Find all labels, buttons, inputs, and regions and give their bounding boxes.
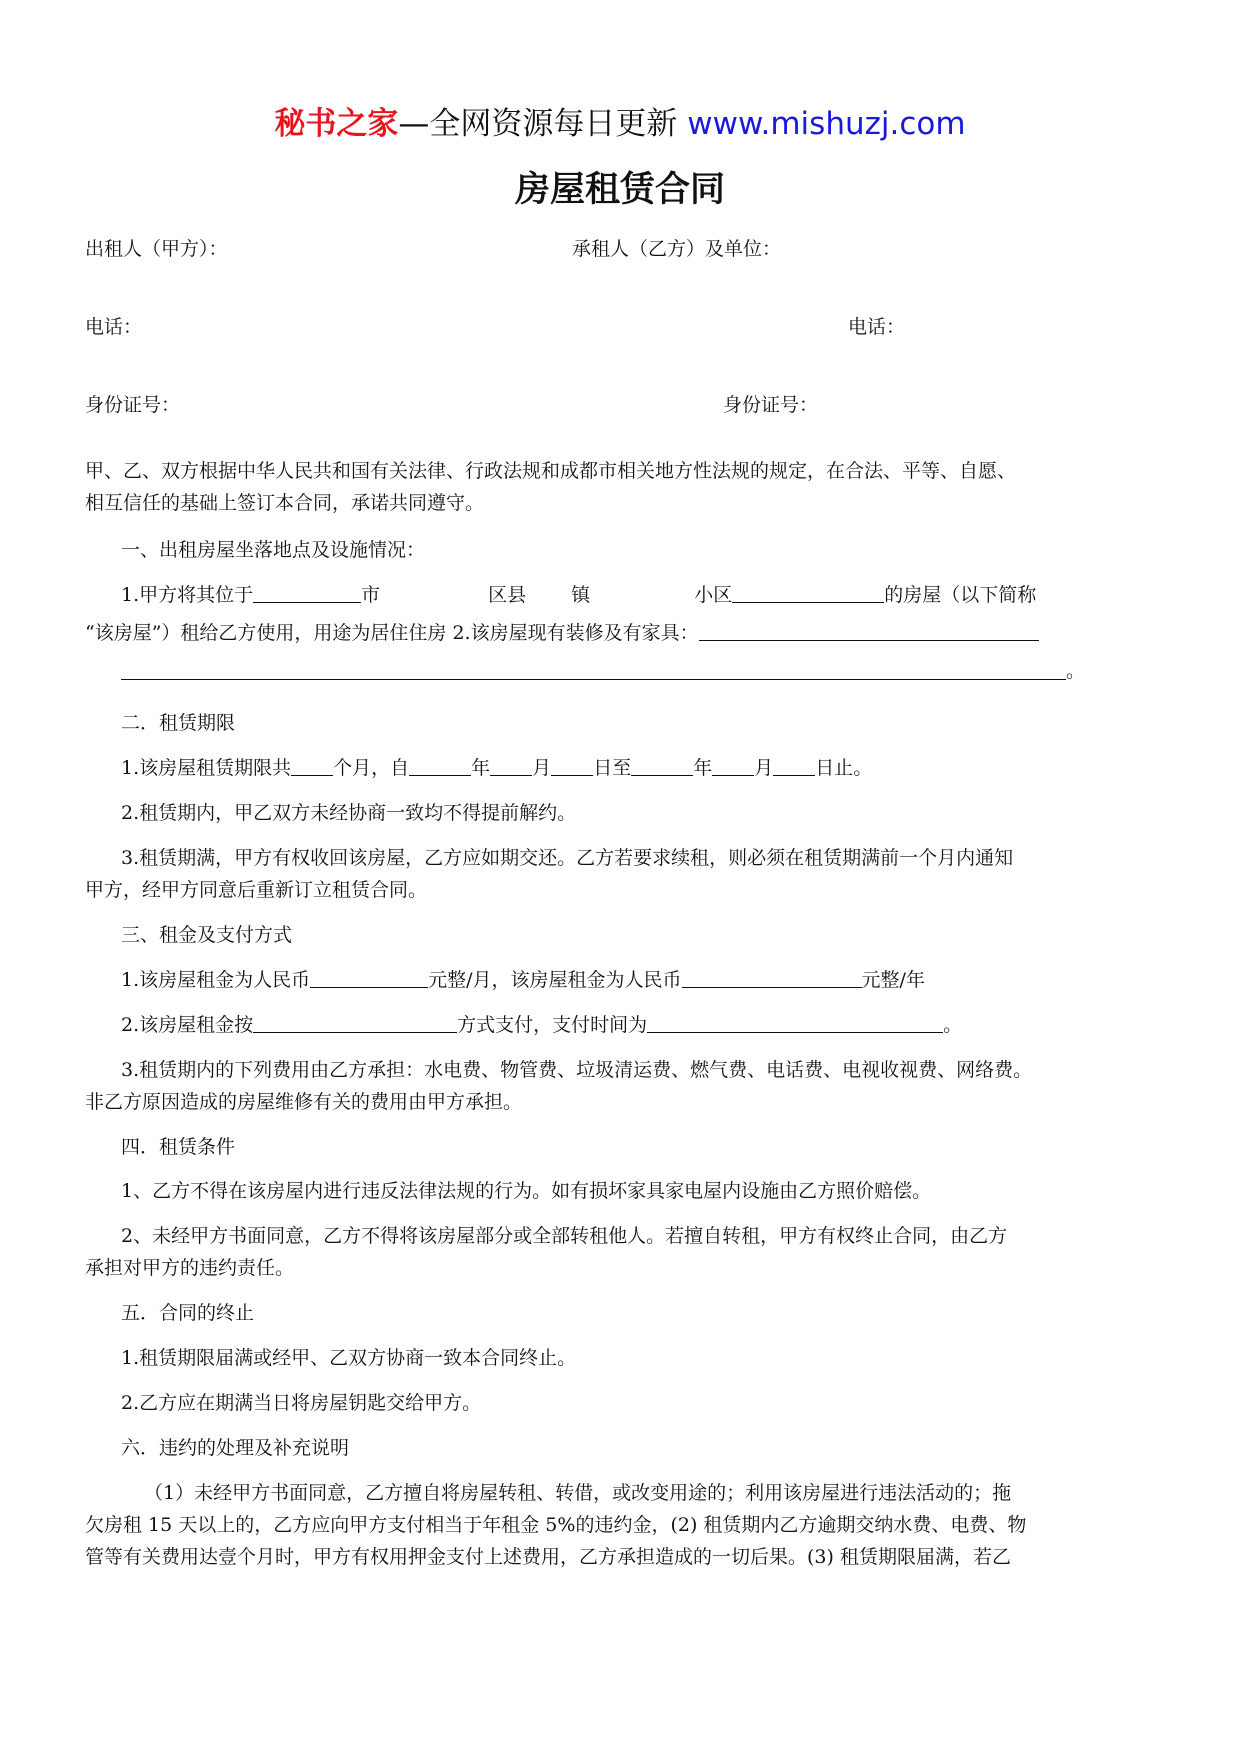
payment-method-blank[interactable]: [253, 1010, 457, 1033]
clause-5-2: 2.乙方应在期满当日将房屋钥匙交给甲方。: [121, 1392, 482, 1414]
clause-2-1-text-f: 年: [693, 757, 713, 779]
monthly-rent-blank[interactable]: [310, 965, 428, 988]
preamble-line-1: 甲、乙、双方根据中华人民共和国有关法律、行政法规和成都市相关地方性法规的规定，在合法、平等、自愿、: [85, 460, 1017, 482]
clause-3-3-line-2: 非乙方原因造成的房屋维修有关的费用由甲方承担。: [85, 1091, 523, 1113]
clause-6-1-line-3: 管等有关费用达壹个月时，甲方有权用押金支付上述费用，乙方承担造成的一切后果。(3) 租赁期限届满，若乙: [85, 1546, 1011, 1568]
end-year-blank[interactable]: [631, 753, 693, 776]
clause-2-1-text-g: 月: [754, 757, 774, 779]
clause-4-2-line-1: 2、未经甲方书面同意，乙方不得将该房屋部分或全部转租他人。若擅自转租，甲方有权终止合同，由乙方: [121, 1225, 1008, 1247]
annual-rent-blank[interactable]: [682, 965, 862, 988]
clause-3-1-text-a: 1.该房屋租金为人民币: [121, 969, 311, 991]
document-title: 房屋租赁合同: [514, 170, 725, 210]
city-blank[interactable]: [253, 580, 361, 603]
section-2-heading: 二．租赁期限: [121, 712, 236, 734]
clause-2-3-line-1: 3.租赁期满，甲方有权收回该房屋，乙方应如期交还。乙方若要求续租，则必须在租赁期满前一个月内通知: [121, 847, 1014, 869]
clause-1-1-text-line2: “该房屋”）租给乙方使用，用途为居住住房 2.该房屋现有装修及有家具：: [85, 622, 699, 644]
site-banner: [0, 104, 1240, 144]
clause-1-1-text-f: 的房屋（以下简称: [884, 584, 1037, 606]
clause-3-1-text-c: 元整/年: [861, 969, 925, 991]
furnishing-blank-line-2[interactable]: [121, 679, 1066, 680]
section-6-heading: 六．违约的处理及补充说明: [121, 1437, 350, 1459]
clause-6-1-line-2: 欠房租 15 天以上的，乙方应向甲方支付相当于年租金 5%的违约金，(2) 租赁期内乙方逾期交纳水费、电费、物: [85, 1514, 1027, 1536]
clause-1-1-text-c: 区县: [488, 584, 527, 606]
end-day-blank[interactable]: [773, 753, 815, 776]
lessee-label: 承租人（乙方）及单位：: [572, 238, 782, 260]
clause-4-1: 1、乙方不得在该房屋内进行违反法律法规的行为。如有损坏家具家电屋内设施由乙方照价赔偿。: [121, 1180, 932, 1202]
clause-1-1-end: 。: [1066, 660, 1086, 682]
clause-2-1-text-h: 日止。: [815, 757, 873, 779]
clause-6-1-line-1: （1）未经甲方书面同意，乙方擅自将房屋转租、转借，或改变用途的；利用该房屋进行违法活动的；拖: [144, 1482, 1012, 1504]
clause-4-2-line-2: 承担对甲方的违约责任。: [85, 1257, 295, 1279]
preamble-line-2: 相互信任的基础上签订本合同，承诺共同遵守。: [85, 492, 485, 514]
clause-3-2-text-c: 。: [943, 1014, 963, 1036]
start-day-blank[interactable]: [551, 753, 593, 776]
lessee-phone-label: 电话：: [848, 316, 906, 338]
lessor-phone-label: 电话：: [85, 316, 143, 338]
clause-5-1: 1.租赁期限届满或经甲、乙双方协商一致本合同终止。: [121, 1347, 577, 1369]
clause-3-3-line-1: 3.租赁期内的下列费用由乙方承担：水电费、物管费、垃圾清运费、燃气费、电话费、电视收视费、网络费。: [121, 1059, 1033, 1081]
section-1-heading: 一、出租房屋坐落地点及设施情况：: [121, 539, 426, 561]
clause-3-2-text-b: 方式支付，支付时间为: [457, 1014, 648, 1036]
clause-2-1-text-b: 个月，自: [333, 757, 410, 779]
clause-3-1: [121, 965, 925, 995]
start-year-blank[interactable]: [409, 753, 471, 776]
clause-1-1-text-a: 1.甲方将其位于: [121, 584, 254, 606]
clause-1-1-text-e: 小区: [694, 584, 733, 606]
payment-time-blank[interactable]: [647, 1010, 943, 1033]
start-month-blank[interactable]: [490, 753, 532, 776]
clause-2-1-text-a: 1.该房屋租赁期限共: [121, 757, 292, 779]
clause-1-1-text-d: 镇: [571, 584, 591, 606]
clause-2-3-line-2: 甲方，经甲方同意后重新订立租赁合同。: [85, 879, 428, 901]
clause-1-1-text-b: 市: [361, 584, 381, 606]
clause-3-1-text-b: 元整/月，该房屋租金为人民币: [428, 969, 682, 991]
banner-slogan: —全网资源每日更新: [398, 106, 678, 142]
section-3-heading: 三、租金及支付方式: [121, 924, 293, 946]
months-blank[interactable]: [291, 753, 333, 776]
community-blank[interactable]: [732, 580, 884, 603]
end-month-blank[interactable]: [712, 753, 754, 776]
clause-2-1: [121, 753, 872, 783]
clause-1-1-line-2: [85, 618, 1039, 648]
clause-2-1-text-e: 日至: [593, 757, 632, 779]
clause-1-1-line-1: [121, 580, 1036, 610]
banner-brand: 秘书之家: [274, 106, 399, 142]
lessor-id-label: 身份证号：: [85, 394, 181, 416]
clause-2-1-text-c: 年: [471, 757, 491, 779]
section-4-heading: 四．租赁条件: [121, 1136, 236, 1158]
furnishing-blank[interactable]: [699, 618, 1039, 641]
lessee-id-label: 身份证号：: [723, 394, 819, 416]
banner-url[interactable]: www.mishuzj.com: [687, 106, 966, 142]
clause-3-2-text-a: 2.该房屋租金按: [121, 1014, 254, 1036]
lessor-label: 出租人（甲方）：: [85, 238, 228, 260]
section-5-heading: 五．合同的终止: [121, 1302, 255, 1324]
clause-3-2: [121, 1010, 962, 1040]
clause-2-1-text-d: 月: [532, 757, 552, 779]
clause-2-2: 2.租赁期内，甲乙双方未经协商一致均不得提前解约。: [121, 802, 577, 824]
